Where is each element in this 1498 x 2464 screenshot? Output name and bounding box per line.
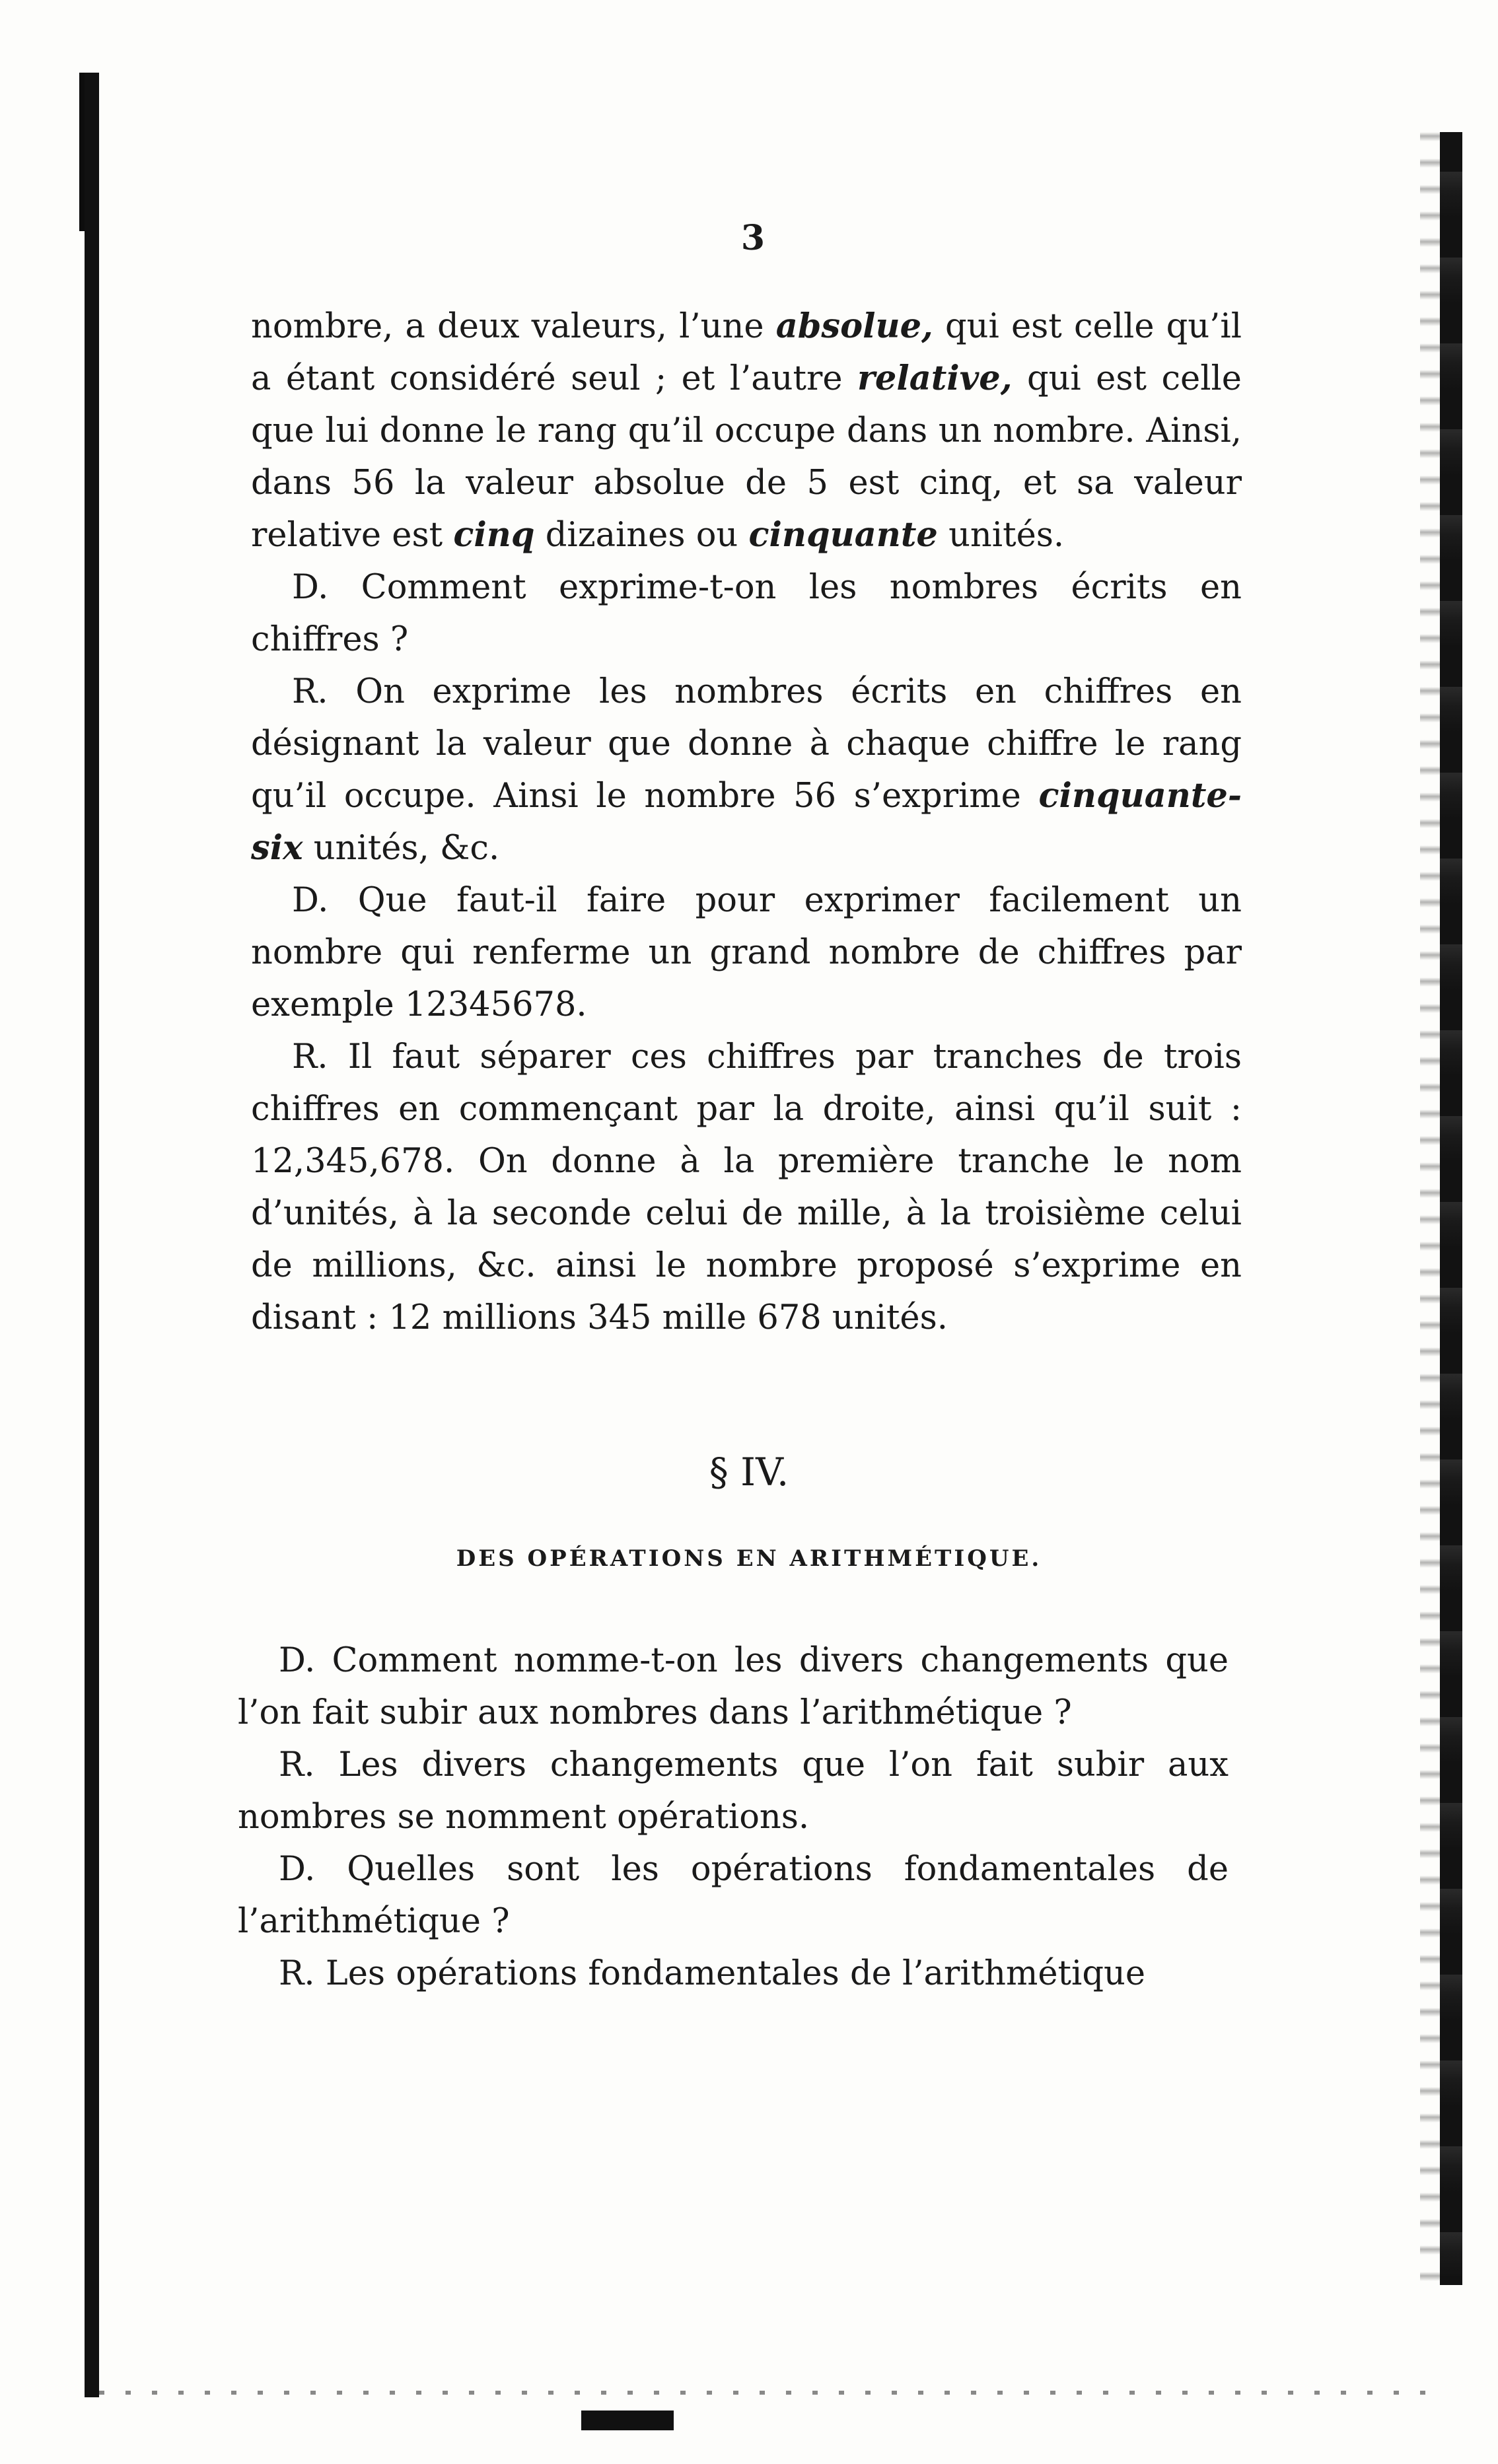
italic-term-relative: relative, xyxy=(857,359,1013,398)
question-label: D. xyxy=(279,1641,316,1680)
question-paragraph xyxy=(251,561,1242,666)
text-segment: Comment exprime-t-on les nombres écrits en chiffres ? xyxy=(251,568,1242,659)
answer-paragraph xyxy=(238,1948,1229,2000)
text-segment: Quelles sont les opérations fondamentales de l’arithmétique ? xyxy=(238,1850,1229,1941)
answer-label: R. xyxy=(279,1745,315,1784)
text-segment: unités. xyxy=(937,516,1065,555)
main-text-block xyxy=(251,300,1242,1344)
question-paragraph xyxy=(251,874,1242,1031)
answer-label: R. xyxy=(279,1954,315,1993)
text-segment: nombre, a deux valeurs, l’une xyxy=(251,307,776,346)
text-segment: Comment nomme-t-on les divers changements que l’on fait subir aux nombres dans l’arithmétique ? xyxy=(238,1641,1229,1732)
answer-label: R. xyxy=(292,1038,328,1076)
section-number: § IV. xyxy=(709,1450,789,1495)
text-segment: Que faut-il faire pour exprimer facilement un nombre qui renferme un grand nombre de chiffres par exemple 12345678. xyxy=(251,881,1242,1024)
text-segment: qui est celle que lui donne le rang qu’il occupe dans un nombre. Ainsi, dans 56 la valeur absolue de 5 est cinq, et sa valeur relative est xyxy=(251,359,1242,555)
binding-shadow-left xyxy=(85,73,99,2397)
italic-term-cinquante: cinquante xyxy=(748,515,938,555)
page-number: 3 xyxy=(740,218,766,258)
italic-term-absolue: absolue, xyxy=(775,306,933,346)
text-segment: unités, &c. xyxy=(303,829,500,868)
question-paragraph xyxy=(238,1635,1229,1739)
text-segment: dizaines ou xyxy=(534,516,749,555)
question-paragraph xyxy=(238,1843,1229,1948)
question-label: D. xyxy=(292,881,329,920)
text-segment: qui est celle qu’il a étant considéré seul ; et l’autre xyxy=(251,307,1242,398)
bottom-edge-specks xyxy=(99,2391,1440,2395)
answer-paragraph xyxy=(251,666,1242,874)
text-segment: Il faut séparer ces chiffres par tranches de trois chiffres en commençant par la droite, ainsi qu’il suit : 12,345,678. On donne à la première tranche le nom d’unités, à la seconde celui de mille, à la troisième celui de millions, &c. ainsi le nombre proposé s’exprime en disant : 12 millions 345 mille 678 unités. xyxy=(251,1038,1242,1337)
paragraph-continuation xyxy=(251,300,1242,561)
page-edge-shadow-right xyxy=(1440,132,1462,2285)
text-segment: On exprime les nombres écrits en chiffres en désignant la valeur que donne à chaque chiffre le rang qu’il occupe. Ainsi le nombre 56 s’exprime xyxy=(251,672,1242,816)
question-label: D. xyxy=(279,1850,316,1889)
answer-label: R. xyxy=(292,672,328,711)
section-title: DES OPÉRATIONS EN ARITHMÉTIQUE. xyxy=(456,1545,1042,1572)
answer-paragraph xyxy=(251,1031,1242,1344)
text-segment: Les divers changements que l’on fait subir aux nombres se nomment opérations. xyxy=(238,1745,1229,1837)
italic-term-cinquante-six: cinquante-six xyxy=(251,776,1242,868)
text-segment: Les opérations fondamentales de l’arithmétique xyxy=(314,1954,1145,1993)
section-text-block xyxy=(238,1635,1229,2000)
question-label: D. xyxy=(292,568,329,607)
bottom-ink-mark xyxy=(581,2411,674,2430)
answer-paragraph xyxy=(238,1739,1229,1843)
italic-term-cinq: cinq xyxy=(453,515,535,555)
page-edge-fringe-right xyxy=(1420,132,1440,2285)
